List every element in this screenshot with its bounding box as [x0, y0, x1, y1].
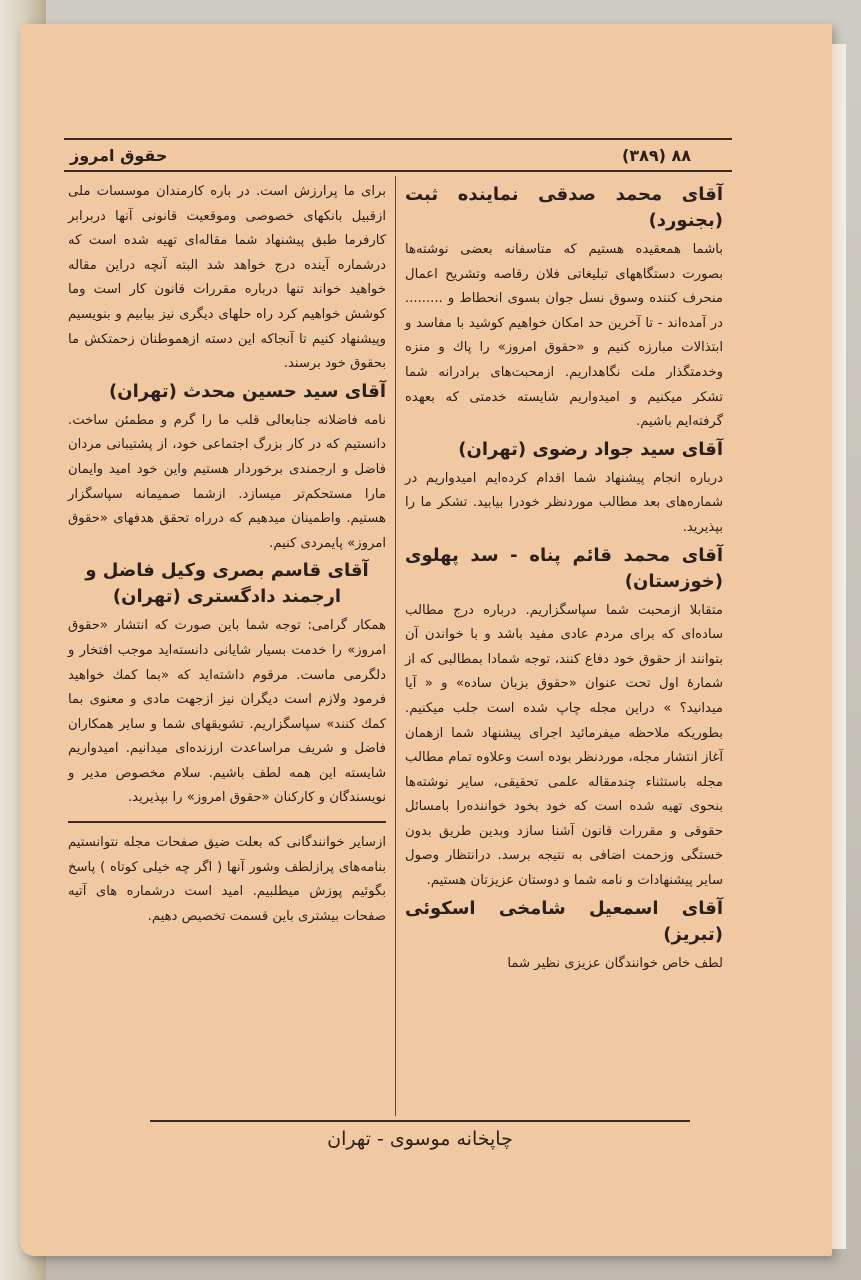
journal-title: حقوق امروز — [70, 146, 168, 165]
section-paragraph: باشما همعقیده هستیم که متاسفانه بعضی نوشته‌ها بصورت دستگاههای تبلیغاتی فلان رقاصه وتشریح اعمال منحرف کننده وسوق نسل جوان بسوی انحطاط و ......... در آمده‌اند - تا آخرین حد امکان خواهیم کوشید با مفاسد و ابتذالات مبارزه کنیم و «حقوق امروز» را پاك و منزه وخدمتگذار ملت نگاهداریم. ازمحبت‌های برادرانه شما تشکر میکنیم و امیدواریم شایسته خدمتی که بعهده گرفته‌ایم باشیم. — [405, 242, 723, 430]
reply-section-ghaempanah — [405, 543, 723, 894]
section-heading: آقای محمد صدقی نماینده ثبت (بجنورد) — [405, 184, 723, 231]
section-paragraph: لطف خاص خوانندگان عزیزی نظیر شما — [507, 955, 723, 971]
readers-notice: ازسایر خوانندگانی که بعلت ضیق صفحات مجله نتوانستیم بنامه‌های پرازلطف وشور آنها ( اگر چه خیلی کوتاه ) پاسخ بگوئیم پوزش میطلبیم. امید است درشماره های آتیه صفحات بیشتری باین قسمت تخصیص دهیم. — [68, 835, 386, 924]
header-rule-bottom — [64, 170, 732, 172]
reply-section-shamekhi — [405, 896, 723, 977]
section-paragraph: نامه فاضلانه جنابعالی قلب ما را گرم و مطمئن ساخت. دانستیم که در کار بزرگ اجتماعی خود، از پشتیبانی مردان فاضل و ارجمندی برخوردار هستیم واین خود امید وایمان مارا مستحکم‌تر میسازد. ازشما صمیمانه سپاسگزار هستیم. واطمینان میدهیم که درراه تحقق هدفهای «حقوق امروز» پایمردی کنیم. — [68, 412, 386, 551]
section-paragraph: همکار گرامی: توجه شما باین صورت که انتشار «حقوق امروز» را خدمت بسیار شایانی دانسته‌اید موجب افتخار و دلگرمی ماست. مرقوم داشته‌اید که «بما كمك خواهید فرمود ولازم است دیگران نیز ازجهت مادی و معنوی بما كمك کنند» سپاسگزاریم. تشویقهای شما و سایر همکاران فاضل و شریف مراساعدت ارزنده‌ای میدانیم. امیدواریم شایسته این همه لطف باشیم. سلام مخصوص مدیر و نویسندگان و کارکنان «حقوق امروز» را بپذیرید. — [68, 618, 386, 806]
footer-rule — [150, 1120, 690, 1122]
header-rule-top — [64, 138, 732, 140]
continued-paragraph: برای ما پرارزش است. در باره کارمندان موسسات ملی ازقبیل بانکهای خصوصی وموقعیت قانونی آنها دربرابر کارفرما طبق پیشنهاد شما مقاله‌ای تهیه شده است که درشماره آینده درج خواهد شد البته آنچه دراین مقاله خواهید خواند تنها درباره مقررات قانون کار است وما کوشش خواهیم کرد راه حلهای دیگری نیز بیابیم و بنویسیم وپیشنهاد کنیم تا آنجاکه این دسته ازهموطنان زحمتکش ما بحقوق خود برسند. — [68, 184, 386, 372]
section-heading: آقای سید حسین محدث (تهران) — [109, 380, 386, 402]
reply-section-sedghi — [405, 182, 723, 435]
section-paragraph: درباره انجام پیشنهاد شما اقدام کرده‌ایم امیدواریم در شماره‌های بعد مطالب موردنظر خودرا بیابید. تشکر ما را بپذیرید. — [405, 470, 723, 535]
printer-credit: چاپخانه موسوی - تهران — [327, 1128, 513, 1150]
section-heading: آقای سید جواد رضوی (تهران) — [458, 438, 723, 460]
notice-divider — [68, 821, 386, 823]
reply-section-mohaddes — [68, 379, 386, 557]
right-column — [405, 180, 723, 978]
section-heading: آقای اسمعیل شامخی اسکوئی (تبریز) — [405, 897, 723, 945]
reply-section-razavi — [405, 437, 723, 541]
reply-section-basri — [68, 558, 386, 811]
section-heading: آقای قاسم بصری وکیل فاضل و ارجمند دادگستری (تهران) — [85, 560, 369, 608]
left-column — [68, 180, 386, 929]
page-number: ۸۸ (۳۸۹) — [622, 146, 692, 165]
section-heading: آقای محمد قائم پناه - سد پهلوی (خوزستان) — [405, 544, 723, 592]
section-paragraph: متقابلا ازمحبت شما سپاسگزاریم. درباره درج مطالب ساده‌ای که برای مردم عادی مفید باشد و با خواندن آن بتوانند از حقوق خود دفاع کنند، توجه شمادا بمطالبی که از شمارهٔ اول تحت عنوان «حقوق بزبان ساده» و « آیا میدانید؟ » دراین مجله چاپ شده است جلب میکنیم. بطوریکه ملاحظه میفرمائید اجرای پیشنهاد شما ازهمان آغاز انتشار مجله، موردنظر بوده است وعلاوه تمام مطالب مجله باستثناء چندمقاله علمی تحقیقی، سایر نوشته‌ها بنحوی تهیه شده است که خود بخود خواننده‌را بامسائل حقوقی و مقررات قانون آشنا سازد وبدین طریق بدون خستگی وزحمت اضافی به نتیجه برسد. درانتظار وصول سایر پیشنهادات و نامه شما و دوستان عزیزتان هستیم. — [405, 602, 723, 889]
column-divider — [395, 176, 396, 1116]
